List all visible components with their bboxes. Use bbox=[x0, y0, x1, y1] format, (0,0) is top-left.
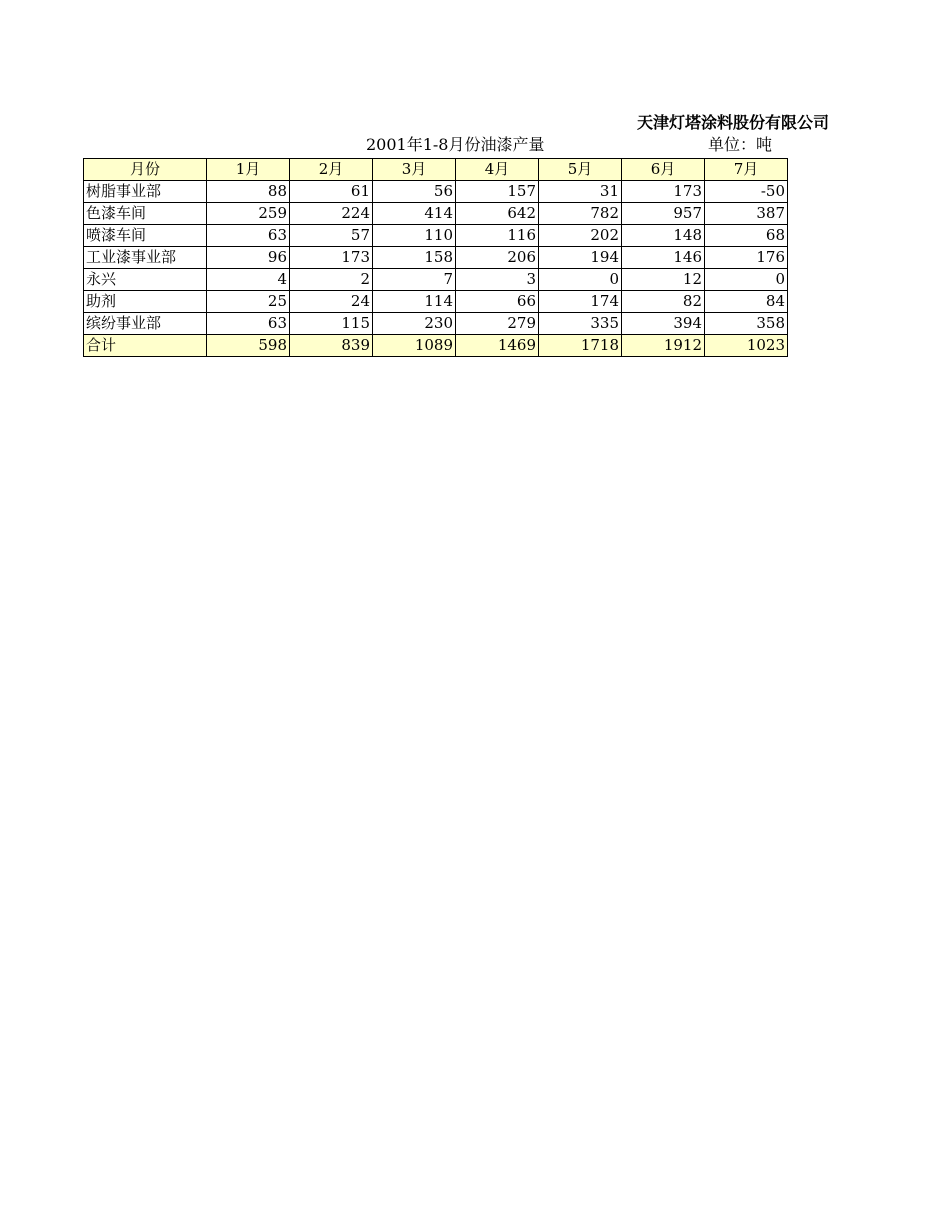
cell-value: 56 bbox=[373, 181, 456, 203]
report-title: 天津灯塔涂料股份有限公司 bbox=[637, 113, 830, 132]
cell-value: 61 bbox=[290, 181, 373, 203]
cell-value: 4 bbox=[207, 269, 290, 291]
table-row bbox=[84, 203, 788, 225]
total-row bbox=[84, 335, 788, 357]
cell-value: 173 bbox=[290, 247, 373, 269]
header-row bbox=[84, 159, 788, 181]
cell-value: 68 bbox=[705, 225, 788, 247]
table-row bbox=[84, 313, 788, 335]
cell-value: 202 bbox=[539, 225, 622, 247]
cell-value: 110 bbox=[373, 225, 456, 247]
total-value: 839 bbox=[290, 335, 373, 357]
row-name: 缤纷事业部 bbox=[84, 313, 207, 335]
row-name: 色漆车间 bbox=[84, 203, 207, 225]
table-row bbox=[84, 247, 788, 269]
cell-value: 642 bbox=[456, 203, 539, 225]
row-name: 工业漆事业部 bbox=[84, 247, 207, 269]
total-label: 合计 bbox=[84, 335, 207, 357]
cell-value: 116 bbox=[456, 225, 539, 247]
header-month: 6月 bbox=[622, 159, 705, 181]
cell-value: 0 bbox=[705, 269, 788, 291]
cell-value: 12 bbox=[622, 269, 705, 291]
total-value: 1089 bbox=[373, 335, 456, 357]
cell-value: -50 bbox=[705, 181, 788, 203]
cell-value: 157 bbox=[456, 181, 539, 203]
cell-value: 66 bbox=[456, 291, 539, 313]
report-subtitle: 2001年1-8月份油漆产量 bbox=[366, 135, 545, 154]
cell-value: 206 bbox=[456, 247, 539, 269]
table-row bbox=[84, 181, 788, 203]
cell-value: 88 bbox=[207, 181, 290, 203]
table-row bbox=[84, 269, 788, 291]
cell-value: 146 bbox=[622, 247, 705, 269]
cell-value: 259 bbox=[207, 203, 290, 225]
header-month: 7月 bbox=[705, 159, 788, 181]
cell-value: 194 bbox=[539, 247, 622, 269]
unit-label: 单位：吨 bbox=[708, 135, 773, 154]
cell-value: 387 bbox=[705, 203, 788, 225]
cell-value: 148 bbox=[622, 225, 705, 247]
row-name: 永兴 bbox=[84, 269, 207, 291]
table-row bbox=[84, 225, 788, 247]
cell-value: 335 bbox=[539, 313, 622, 335]
cell-value: 25 bbox=[207, 291, 290, 313]
row-name: 树脂事业部 bbox=[84, 181, 207, 203]
cell-value: 957 bbox=[622, 203, 705, 225]
cell-value: 24 bbox=[290, 291, 373, 313]
header-month: 4月 bbox=[456, 159, 539, 181]
cell-value: 279 bbox=[456, 313, 539, 335]
cell-value: 230 bbox=[373, 313, 456, 335]
cell-value: 174 bbox=[539, 291, 622, 313]
header-month: 5月 bbox=[539, 159, 622, 181]
cell-value: 176 bbox=[705, 247, 788, 269]
total-value: 598 bbox=[207, 335, 290, 357]
cell-value: 3 bbox=[456, 269, 539, 291]
row-name: 喷漆车间 bbox=[84, 225, 207, 247]
cell-value: 114 bbox=[373, 291, 456, 313]
header-month: 2月 bbox=[290, 159, 373, 181]
total-value: 1469 bbox=[456, 335, 539, 357]
production-table bbox=[83, 158, 788, 357]
header-month: 3月 bbox=[373, 159, 456, 181]
cell-value: 158 bbox=[373, 247, 456, 269]
cell-value: 96 bbox=[207, 247, 290, 269]
cell-value: 782 bbox=[539, 203, 622, 225]
table-row bbox=[84, 291, 788, 313]
cell-value: 63 bbox=[207, 225, 290, 247]
cell-value: 115 bbox=[290, 313, 373, 335]
cell-value: 31 bbox=[539, 181, 622, 203]
total-value: 1718 bbox=[539, 335, 622, 357]
cell-value: 63 bbox=[207, 313, 290, 335]
header-month-label: 月份 bbox=[84, 159, 207, 181]
header-month: 1月 bbox=[207, 159, 290, 181]
total-value: 1912 bbox=[622, 335, 705, 357]
cell-value: 7 bbox=[373, 269, 456, 291]
cell-value: 173 bbox=[622, 181, 705, 203]
cell-value: 414 bbox=[373, 203, 456, 225]
cell-value: 224 bbox=[290, 203, 373, 225]
cell-value: 82 bbox=[622, 291, 705, 313]
cell-value: 394 bbox=[622, 313, 705, 335]
cell-value: 2 bbox=[290, 269, 373, 291]
cell-value: 84 bbox=[705, 291, 788, 313]
row-name: 助剂 bbox=[84, 291, 207, 313]
total-value: 1023 bbox=[705, 335, 788, 357]
cell-value: 0 bbox=[539, 269, 622, 291]
cell-value: 358 bbox=[705, 313, 788, 335]
cell-value: 57 bbox=[290, 225, 373, 247]
